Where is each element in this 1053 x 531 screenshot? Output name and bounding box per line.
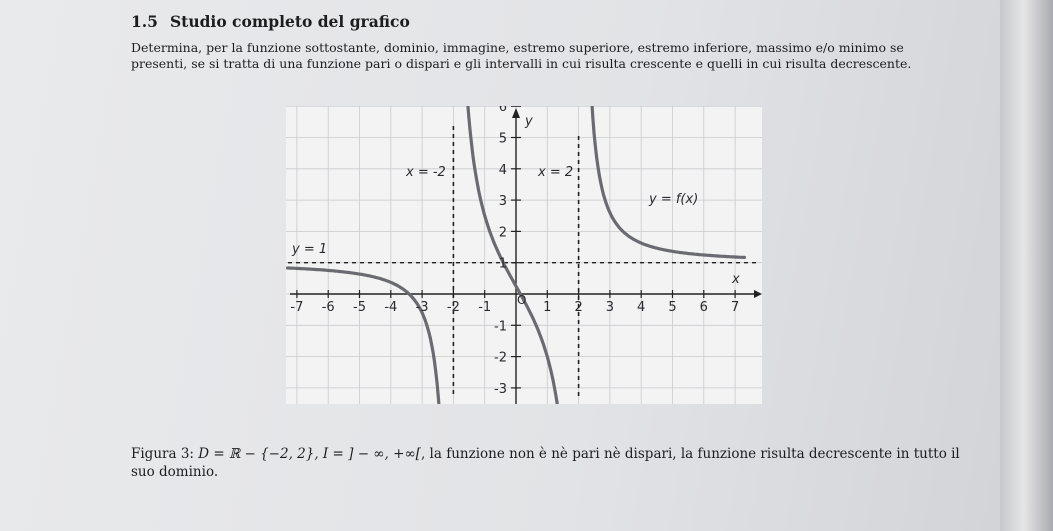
y-axis-arrow [512, 108, 520, 118]
x-tick-label: -3 [415, 300, 429, 315]
x-tick-label: -1 [478, 300, 492, 315]
x-tick-label: -2 [446, 300, 460, 315]
asymptote-label-right: x = 2 [538, 165, 574, 180]
curve-branch-left [288, 268, 448, 404]
x-tick-label: 5 [668, 300, 677, 315]
x-tick-label: -4 [384, 300, 398, 315]
y-tick-label: 2 [498, 225, 507, 241]
asymptotes [288, 126, 760, 398]
x-tick-label: 4 [637, 300, 646, 315]
asymptote-label-horizontal: y = 1 [292, 242, 328, 257]
y-tick-label: 1 [498, 256, 507, 272]
x-axis-label: x [732, 272, 740, 287]
section-heading: Studio completo del grafico [169, 12, 410, 31]
x-tick-label: 1 [543, 300, 552, 315]
y-axis-label: y [525, 114, 533, 129]
x-tick-label: -7 [290, 300, 304, 315]
x-tick-label: -5 [353, 300, 366, 315]
notebook-binding [1000, 0, 1053, 531]
y-tick-label: 3 [498, 194, 507, 210]
x-tick-label: -6 [321, 300, 335, 315]
section-title [131, 12, 410, 31]
x-tick-label: 6 [699, 300, 708, 315]
x-axis-arrow [754, 290, 762, 298]
x-tick-label: 7 [730, 300, 740, 315]
function-graph [286, 106, 762, 404]
graph-svg [286, 106, 762, 404]
y-tick-label: 4 [498, 162, 507, 178]
x-tick-label: 2 [574, 300, 583, 315]
y-tick-label: -3 [494, 381, 507, 397]
figure-caption [131, 445, 981, 481]
y-tick-label: -2 [494, 350, 507, 366]
curve-branch-right [583, 106, 744, 257]
y-tick-label: 6 [498, 106, 507, 116]
y-tick-label: 5 [498, 131, 507, 147]
caption-text: , la funzione non è nè pari nè dispari, la funzione risulta decrescente in tutto il suo dominio. [131, 446, 960, 480]
figure-ref: Figura 3: [131, 446, 194, 462]
asymptote-label-left: x = -2 [406, 165, 446, 180]
x-tick-label: 3 [605, 300, 615, 315]
y-tick-label: -1 [494, 319, 507, 335]
function-label: y = f(x) [649, 192, 699, 207]
section-number: 1.5 [131, 12, 158, 31]
caption-math: D = ℝ − {−2, 2}, I = ] − ∞, +∞[ [198, 446, 421, 462]
exercise-text: Determina, per la funzione sottostante, dominio, immagine, estremo superiore, estremo inferiore, massimo e/o minimo se presenti, se si tratta di una funzione pari o dispari e gli intervalli in cui risulta crescente e quelli in cui risulta decrescente. [131, 40, 912, 71]
origin-label: O [517, 293, 527, 307]
